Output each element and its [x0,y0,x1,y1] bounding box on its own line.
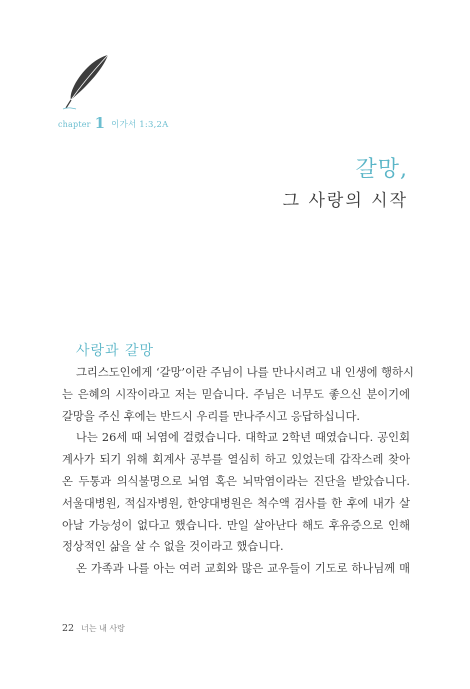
body-line: 서울대병원, 적십자병원, 한양대병원은 척수액 검사를 한 후에 내가 살 [62,496,410,510]
title-subtitle: 그 사랑의 시작 [282,191,408,211]
body-line: 나는 26세 때 뇌염에 걸렸습니다. 대학교 2학년 때였습니다. 공인회 [76,431,410,445]
title-main: 갈망, [355,157,408,182]
section-heading: 사랑과 갈망 [76,343,155,359]
body-text [62,362,414,580]
page-number: 22 [62,623,75,634]
chapter-title [283,156,408,214]
body-line: 정상적인 삶을 살 수 없을 것이라고 했습니다. [62,540,284,554]
body-line: 그리스도인에게 ‘갈망’이란 주님이 나를 만나시려고 내 인생에 행하시 [76,366,414,379]
chapter-word: chapter [58,120,91,129]
body-line: 온 가족과 나를 아는 여러 교회와 많은 교우들이 기도로 하나님께 매 [76,562,410,576]
quill-feather-icon [60,52,112,112]
chapter-number: 1 [94,114,106,132]
body-line: 아날 가능성이 없다고 했습니다. 만일 살아난다 해도 후유증으로 인해 [62,518,410,532]
body-line: 계사가 되기 위해 회계사 공부를 열심히 하고 있었는데 갑작스레 찾아 [62,453,410,467]
body-line: 갈망을 주신 후에는 반드시 우리를 만나주시고 응답하십니다. [62,409,360,423]
body-line: 는 은혜의 시작이라고 저는 믿습니다. 주님은 너무도 좋으신 분이기에 [62,387,410,401]
chapter-reference: 이가서 1:3,2A [111,120,169,130]
body-line: 온 두통과 의식불명으로 뇌염 혹은 뇌막염이라는 진단을 받았습니다. [62,474,410,488]
book-title: 너는 내 사랑 [81,624,125,633]
chapter-label [58,113,168,131]
page-footer [62,623,125,634]
